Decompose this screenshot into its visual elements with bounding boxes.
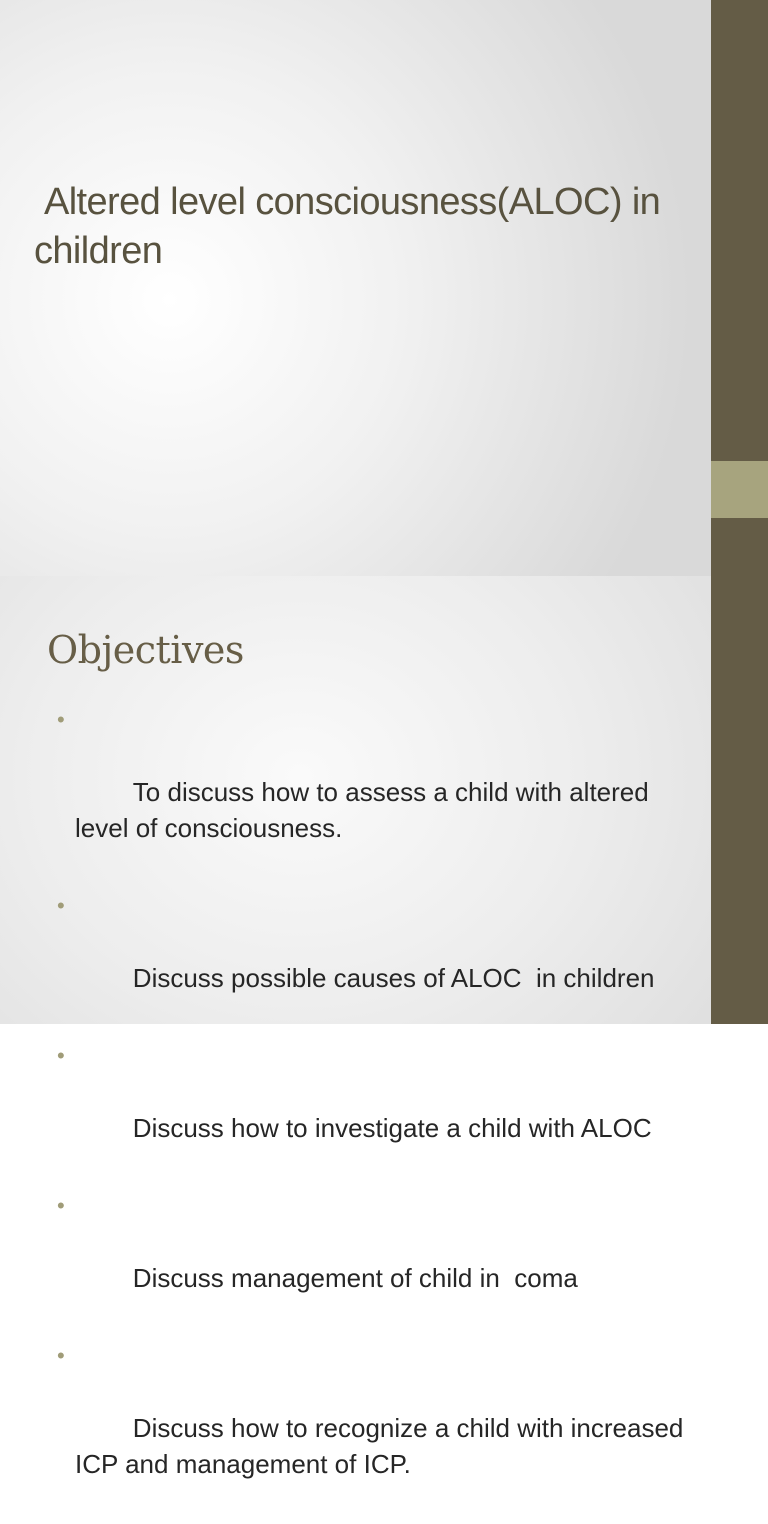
title-slide [0, 0, 768, 576]
bullet-dot-icon: • [57, 707, 65, 732]
slide-side-accent-block [711, 461, 768, 518]
list-item [57, 888, 697, 1032]
slide-title: Altered level consciousness(ALOC) in children [34, 181, 671, 272]
list-item-text: Discuss possible causes of ALOC in children [132, 963, 655, 993]
bullet-dot-icon: • [57, 1343, 65, 1368]
list-item-text: Discuss how to investigate a child with ALOC [132, 1113, 652, 1143]
objectives-list [57, 702, 697, 1524]
slide-side-bar [711, 576, 768, 1024]
bullet-dot-icon: • [57, 1043, 65, 1068]
list-item-text: Discuss how to recognize a child with increased ICP and management of ICP. [75, 1413, 691, 1479]
list-item [57, 702, 697, 882]
list-item-text: To discuss how to assess a child with altered level of consciousness. [75, 777, 656, 843]
bullet-dot-icon: • [57, 1193, 65, 1218]
list-item-text: Discuss management of child in coma [132, 1263, 578, 1293]
bullet-dot-icon: • [57, 893, 65, 918]
list-item [57, 1338, 697, 1518]
objectives-slide [0, 576, 768, 1479]
list-item [57, 1188, 697, 1332]
objectives-heading: Objectives [47, 628, 244, 672]
list-item [57, 1038, 697, 1182]
